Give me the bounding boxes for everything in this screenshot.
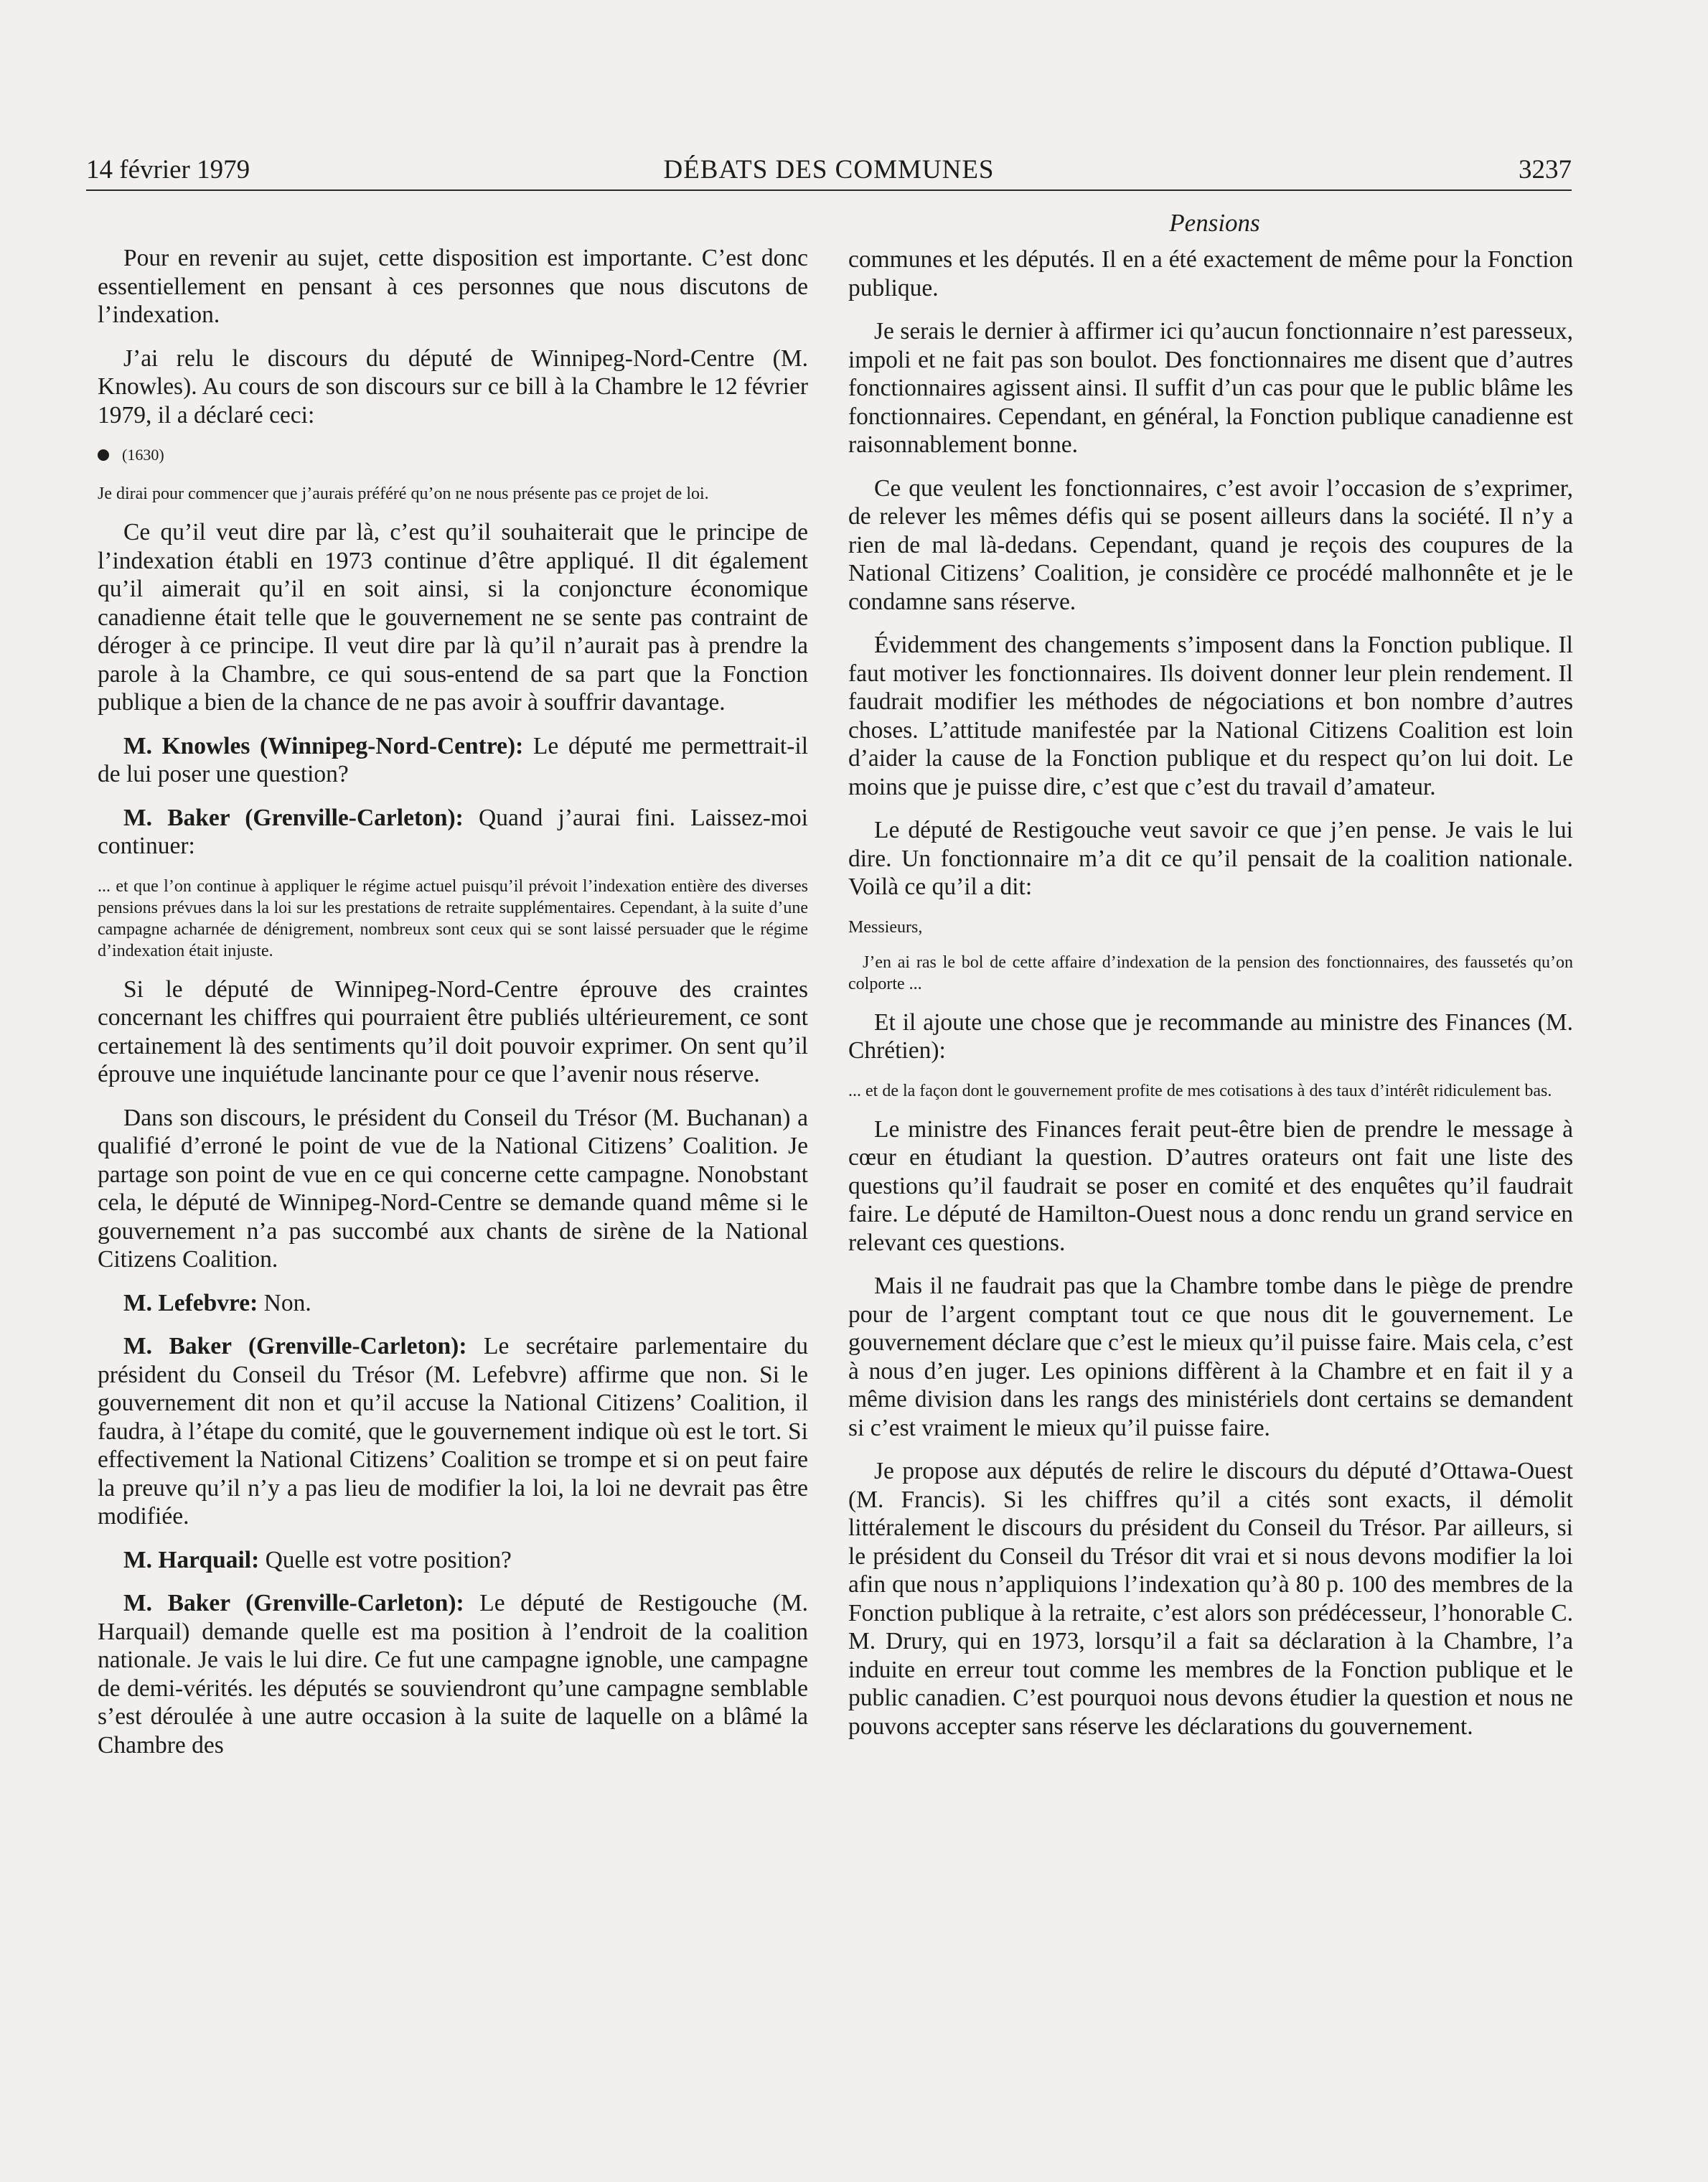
speech-text: Non. — [258, 1289, 311, 1316]
time-marker — [98, 444, 808, 466]
speaker-name: M. Baker (Grenville-Carleton): — [123, 1333, 467, 1359]
speaker-name: M. Knowles (Winnipeg-Nord-Centre): — [123, 732, 524, 759]
paragraph: Dans son discours, le président du Conseil du Trésor (M. Buchanan) a qualifié d’erroné le point de vue de la National Citizens’ Coalition. Je partage son point de vue en ce qui concerne cette campagne. Nonobstant cela, le député de Winnipeg-Nord-Centre se demande quand même si le gouvernement n’a pas succombé aux chants de sirène de la National Citizens Coalition. — [98, 1104, 808, 1273]
paragraph: Je serais le dernier à affirmer ici qu’aucun fonctionnaire n’est paresseux, impoli et ne fait pas son boulot. Des fonctionnaires me disent que d’autres fonctionnaires agissent ainsi. Il suffit d’un cas pour que le public blâme les fonctionnaires. Cependant, en général, la Fonction publique canadienne est raisonnablement bonne. — [848, 318, 1573, 458]
speaker-paragraph — [98, 1332, 808, 1531]
quotation: Messieurs, — [848, 917, 923, 937]
speech-text: Quelle est votre position? — [259, 1546, 512, 1573]
quotation: J’en ai ras le bol de cette affaire d’indexation de la pension des fonctionnaires, des faussetés qu’on colporte ... — [848, 952, 1573, 993]
paragraph: J’ai relu le discours du député de Winnipeg-Nord-Centre (M. Knowles). Au cours de son discours sur ce bill à la Chambre le 12 février 1979, il a déclaré ceci: — [98, 345, 808, 429]
paragraph: Le ministre des Finances ferait peut-être bien de prendre le message à cœur en étudiant la question. D’autres orateurs ont fait une liste des questions qu’il faudrait se poser en comité et des enquêtes qu’il faudrait faire. Le député de Hamilton-Ouest nous a donc rendu un grand service en relevant ces questions. — [848, 1115, 1573, 1256]
speaker-paragraph — [98, 804, 808, 861]
speaker-paragraph — [98, 1289, 808, 1318]
speaker-paragraph — [98, 732, 808, 789]
speech-text: Le secrétaire parlementaire du président du Conseil du Trésor (M. Lefebvre) affirme que non. Si le gouvernement dit non et qu’il accuse la National Citizens’ Coalition, il faudra, à l’étape du comité, que le gouvernement indique où est le tort. Si effectivement la National Citizens’ Coalition se trompe et si on peut faire la preuve qu’il n’y a pas lieu de modifier la loi, la loi ne devrait pas être modifiée. — [98, 1333, 808, 1530]
paragraph: Pour en revenir au sujet, cette disposition est importante. C’est donc essentiellement en pensant à ces personnes que nous discutons de l’indexation. — [98, 245, 808, 328]
speaker-name: M. Baker (Grenville-Carleton): — [123, 1590, 464, 1616]
speaker-name: M. Baker (Grenville-Carleton): — [123, 804, 464, 831]
page-header — [86, 152, 1572, 191]
paragraph: Si le député de Winnipeg-Nord-Centre éprouve des craintes concernant les chiffres qui pourraient être publiés ultérieurement, ce sont certainement là des sentiments qu’il doit pouvoir exprimer. On sent qu’il éprouve une inquiétude lancinante pour ce que l’avenir nous réserve. — [98, 975, 808, 1087]
paragraph: Mais il ne faudrait pas que la Chambre tombe dans le piège de prendre pour de l’argent comptant tout ce que nous dit le gouvernement. Le gouvernement déclare que c’est le mieux qu’il puisse faire. Mais cela, c’est à nous d’en juger. Les opinions diffèrent à la Chambre et en fait il y a même division dans les rangs des ministériels dont certains se demandent si c’est vraiment le mieux qu’il puisse faire. — [848, 1273, 1573, 1441]
quotation: ... et que l’on continue à appliquer le régime actuel puisqu’il prévoit l’indexation entière des diverses pensions prévues dans la loi sur les prestations de retraite supplémentaires. Cependant, à la suite d’une campagne acharnée de dénigrement, nombreux sont ceux qui se sont laissé persuader que le régime d’indexation était injuste. — [98, 876, 808, 960]
speaker-name: M. Lefebvre: — [123, 1289, 258, 1316]
bullet-icon — [98, 449, 109, 461]
header-title: DÉBATS DES COMMUNES — [663, 155, 995, 184]
quotation: Je dirai pour commencer que j’aurais préféré qu’on ne nous présente pas ce projet de loi. — [98, 484, 709, 503]
paragraph: Ce qu’il veut dire par là, c’est qu’il souhaiterait que le principe de l’indexation établi en 1973 continue d’être appliqué. Il dit également qu’il aimerait qu’il en soit ainsi, si la conjoncture économique canadienne était telle que le gouvernement ne se sente pas contraint de déroger à ce principe. Il veut dire par là qu’il n’aurait pas à prendre la parole à la Chambre, ce qui sous-entend de sa part que la Fonction publique a bien de la chance de ne pas avoir à souffrir davantage. — [98, 519, 808, 716]
paragraph: Et il ajoute une chose que je recommande au ministre des Finances (M. Chrétien): — [848, 1008, 1573, 1064]
speech-text: Le député me permettrait-il de lui poser une question? — [98, 732, 808, 787]
left-column — [98, 244, 808, 1774]
speech-text: Le député de Restigouche (M. Harquail) demande quelle est ma position à l’endroit de la coalition nationale. Je vais le lui dire. Ce fut une campagne ignoble, une campagne de demi-vérités. les députés se souviendront qu’une campagne semblable s’est déroulée à une autre occasion à la suite de laquelle on a blâmé la Chambre des — [98, 1590, 808, 1759]
paragraph: Le député de Restigouche veut savoir ce que j’en pense. Je vais le lui dire. Un fonctionnaire m’a dit ce qu’il pensait de la coalition nationale. Voilà ce qu’il a dit: — [848, 817, 1573, 900]
paragraph: Je propose aux députés de relire le discours du député d’Ottawa-Ouest (M. Francis). Si les chiffres qu’il a cités sont exacts, il démolit littéralement le discours du président du Conseil du Trésor. Par ailleurs, si le président du Conseil du Trésor dit vrai et si nous devons modifier la loi afin que nous n’appliquions l’indexation qu’à 80 p. 100 des membres de la Fonction publique à la retraite, c’est alors son prédécesseur, l’honorable C. M. Drury, qui en 1973, lorsqu’il a fait sa déclaration à la Chambre, l’a induite en erreur tout comme les membres de la Fonction publique et le public canadien. C’est pourquoi nous devons étudier la question et nous ne pouvons accepter sans réserve les déclarations du gouvernement. — [848, 1458, 1573, 1740]
paragraph: communes et les députés. Il en a été exactement de même pour la Fonction publique. — [848, 246, 1573, 301]
paragraph: Ce que veulent les fonctionnaires, c’est avoir l’occasion de s’exprimer, de relever les mêmes défis qui se posent ailleurs dans la société. Il n’y a rien de mal là-dedans. Cependant, quand je reçois des coupures de la National Citizens’ Coalition, je considère ce procédé malhonnête et je le condamne sans réserve. — [848, 474, 1573, 615]
time-marker-label: (1630) — [122, 446, 164, 464]
header-date: 14 février 1979 — [86, 155, 250, 184]
quotation: ... et de la façon dont le gouvernement profite de mes cotisations à des taux d’intérêt ridiculement bas. — [848, 1081, 1552, 1100]
speaker-paragraph — [98, 1589, 808, 1759]
speaker-name: M. Harquail: — [123, 1546, 260, 1573]
section-title: Pensions — [1169, 209, 1260, 237]
paragraph: Évidemment des changements s’imposent dans la Fonction publique. Il faut motiver les fonctionnaires. Ils doivent donner leur plein rendement. Il faudrait modifier les méthodes de négociations et bon nombre d’autres choses. L’attitude manifestée par la National Citizens Coalition est loin d’aider la cause de la Fonction publique et du respect qu’on lui doit. Le moins que je puisse dire, c’est que c’est du travail d’amateur. — [848, 632, 1573, 800]
page-number: 3237 — [1519, 155, 1572, 184]
right-column — [848, 245, 1573, 1756]
speaker-paragraph — [98, 1546, 808, 1575]
speech-text: Quand j’aurai fini. Laissez-moi continuer: — [98, 804, 808, 859]
